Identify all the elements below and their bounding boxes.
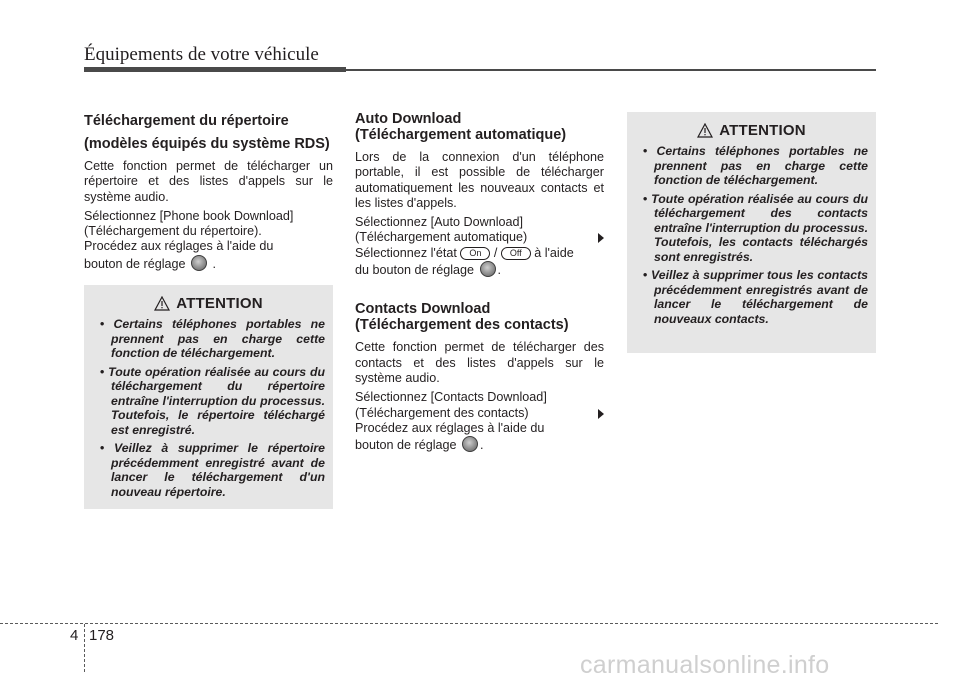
warning-title: ATTENTION bbox=[176, 295, 263, 312]
text-punct: . bbox=[480, 438, 484, 453]
header-rule-thin bbox=[346, 69, 876, 71]
text-line-with-arrow bbox=[355, 230, 604, 245]
continue-arrow-icon bbox=[598, 409, 604, 419]
text-punct: . bbox=[497, 263, 502, 278]
on-button: On bbox=[460, 247, 490, 260]
paragraph-contacts-download-steps bbox=[355, 390, 604, 453]
text-line-with-arrow bbox=[355, 406, 604, 421]
warning-list bbox=[627, 144, 876, 326]
section-subheading-rds: (modèles équipés du système RDS) bbox=[84, 136, 330, 152]
warning-header bbox=[627, 122, 876, 139]
column-middle bbox=[355, 111, 604, 453]
section-heading-auto-download bbox=[355, 111, 604, 143]
text-punct: . bbox=[212, 256, 217, 271]
warning-triangle-icon bbox=[697, 123, 713, 138]
warning-item: • Toute opération réalisée au cours du téléchargement des contacts entraîne l'interruption du processus. Toutefois, les contacts téléchargés sont enregistrés. bbox=[637, 192, 868, 265]
warning-item: • Toute opération réalisée au cours du téléchargement du répertoire entraîne l'interruption du processus. Toutefois, le répertoire téléchargé est enregistré. bbox=[94, 365, 325, 438]
page-header-title: Équipements de votre véhicule bbox=[84, 44, 319, 65]
heading-line: (Téléchargement des contacts) bbox=[355, 317, 569, 334]
text-line: Sélectionnez l'état bbox=[355, 245, 457, 260]
watermark: carmanualsonline.info bbox=[580, 651, 830, 679]
paragraph-contacts-download-intro: Cette fonction permet de télécharger des contacts et des listes d'appels sur le système audio. bbox=[355, 340, 604, 385]
paragraph-phonebook-intro: Cette fonction permet de télécharger un répertoire et des listes d'appels sur le système audio. bbox=[84, 159, 333, 204]
heading-line: Auto Download bbox=[355, 111, 462, 127]
warning-item: • Veillez à supprimer tous les contacts précédemment enregistrés avant de lancer le téléchargement de nouveaux contacts. bbox=[637, 268, 868, 326]
warning-item: • Certains téléphones portables ne prennent pas en charge cette fonction de téléchargement. bbox=[94, 317, 325, 361]
text-line: bouton de réglage bbox=[355, 438, 457, 453]
off-button: Off bbox=[501, 247, 531, 260]
chapter-number: 4 bbox=[70, 627, 79, 644]
warning-item: • Certains téléphones portables ne prennent pas en charge cette fonction de téléchargement. bbox=[637, 144, 868, 188]
section-heading-contacts-download bbox=[355, 301, 604, 333]
paragraph-auto-download-steps bbox=[355, 215, 604, 278]
column-left bbox=[84, 113, 333, 272]
text-line: (Téléchargement du répertoire). bbox=[84, 224, 262, 239]
section-heading-phonebook: Téléchargement du répertoire bbox=[84, 113, 289, 129]
footer-rule bbox=[0, 623, 938, 624]
text-line: Procédez aux réglages à l'aide du bbox=[84, 239, 274, 254]
text-slash: / bbox=[493, 245, 498, 260]
warning-box-contacts bbox=[627, 112, 876, 353]
text-line: Procédez aux réglages à l'aide du bbox=[355, 420, 545, 435]
text-line: bouton de réglage bbox=[84, 256, 186, 271]
text-line: (Téléchargement automatique) bbox=[355, 230, 528, 245]
header-rule-thick bbox=[84, 67, 346, 72]
tune-knob-icon bbox=[191, 255, 207, 271]
page-number: 178 bbox=[89, 627, 115, 644]
paragraph-phonebook-steps bbox=[84, 209, 333, 272]
footer-divider bbox=[84, 624, 85, 672]
warning-title: ATTENTION bbox=[719, 122, 806, 139]
text-line: Sélectionnez [Contacts Download] bbox=[355, 390, 547, 405]
text-line: Sélectionnez [Phone book Download] bbox=[84, 208, 294, 223]
text-line: à l'aide bbox=[534, 245, 574, 260]
tune-knob-icon bbox=[462, 436, 478, 452]
warning-list bbox=[84, 317, 333, 499]
continue-arrow-icon bbox=[598, 233, 604, 243]
warning-box-phonebook bbox=[84, 285, 333, 509]
warning-header bbox=[84, 295, 333, 312]
text-line: (Téléchargement des contacts) bbox=[355, 405, 529, 420]
warning-item: • Veillez à supprimer le répertoire précédemment enregistré avant de lancer le téléchargement d'un nouveau répertoire. bbox=[94, 441, 325, 499]
tune-knob-icon bbox=[480, 261, 496, 277]
warning-triangle-icon bbox=[154, 296, 170, 311]
text-line: Sélectionnez [Auto Download] bbox=[355, 215, 524, 230]
heading-line: Contacts Download bbox=[355, 301, 491, 318]
heading-line: (Téléchargement automatique) bbox=[355, 127, 567, 143]
text-line: du bouton de réglage bbox=[355, 263, 475, 278]
paragraph-auto-download-intro: Lors de la connexion d'un téléphone portable, il est possible de télécharger automatiquement les nouveaux contacts et les listes d'appels. bbox=[355, 150, 604, 210]
